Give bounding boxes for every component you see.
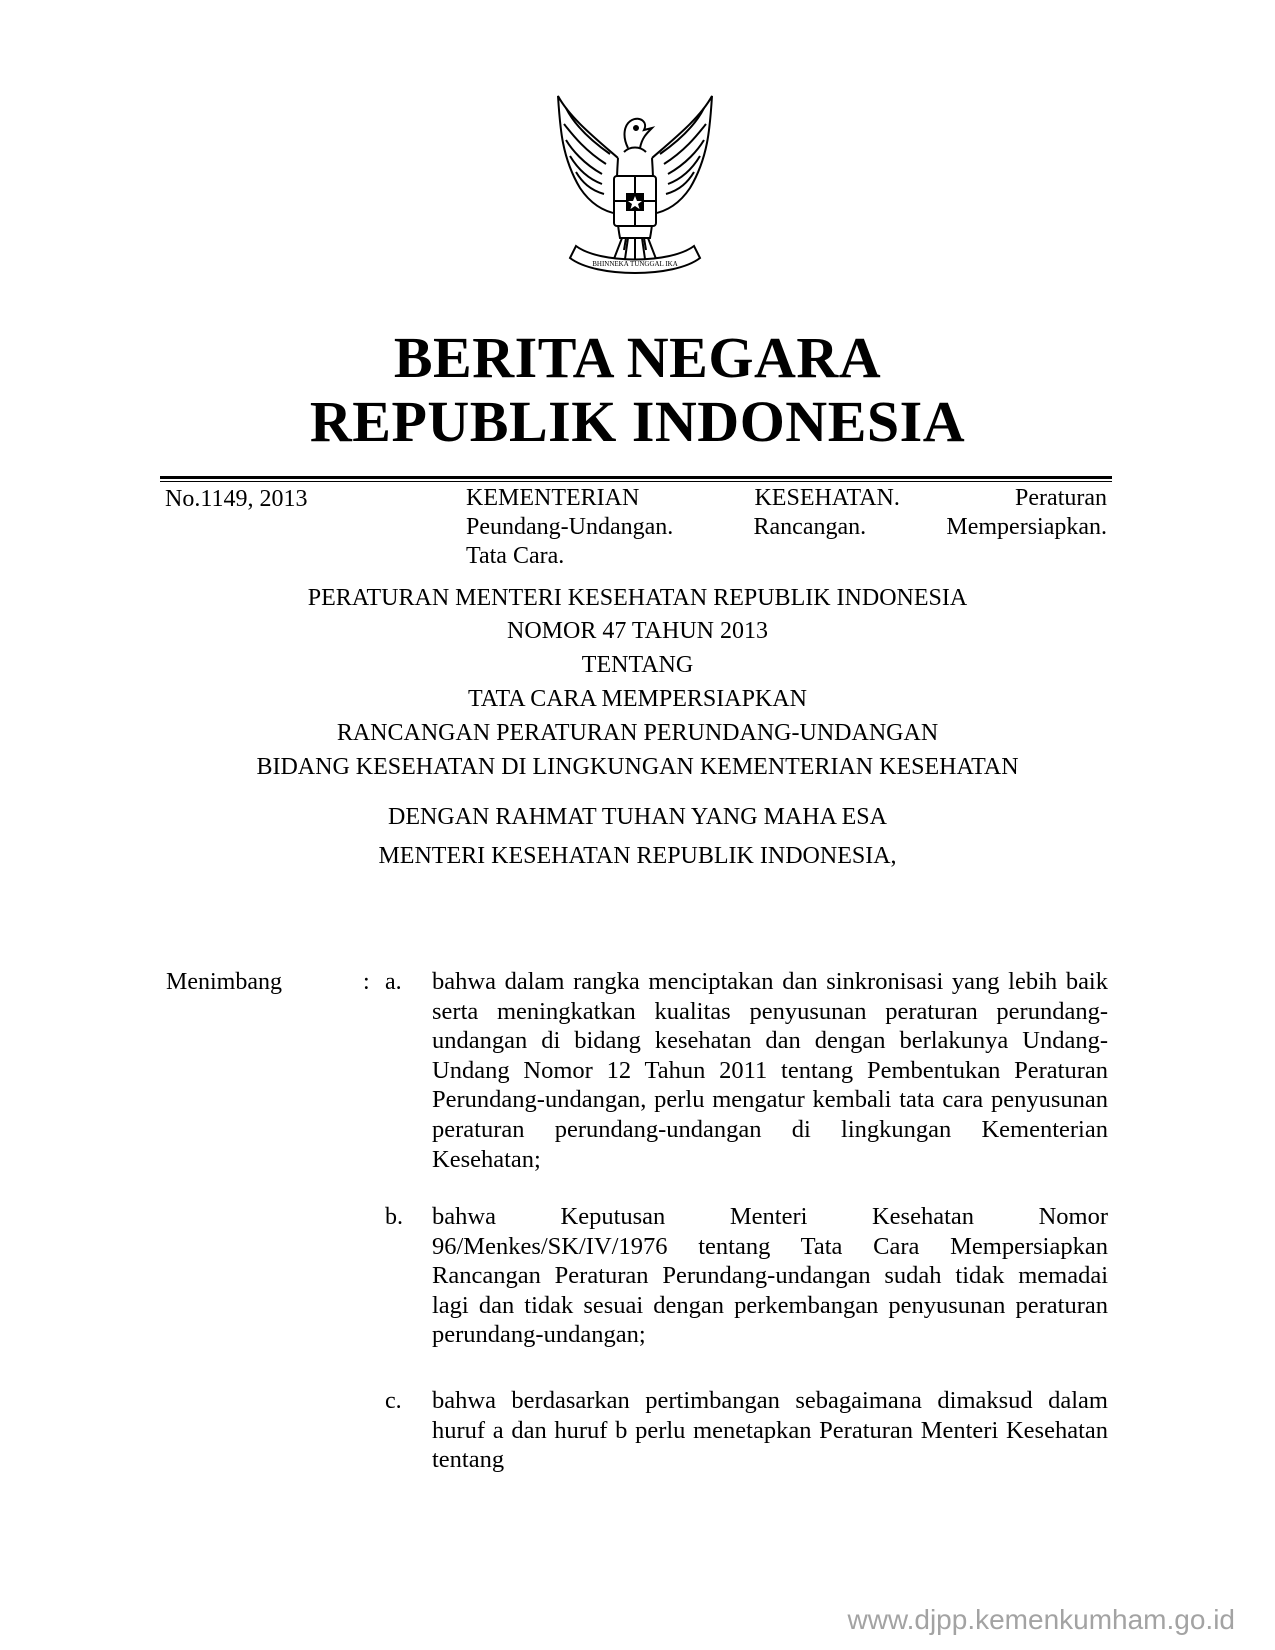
header-rule-thin	[160, 481, 1112, 482]
consideration-text: bahwa dalam rangka menciptakan dan sinkronisasi yang lebih baik serta meningkatkan kualitas penyusunan peraturan perundang-undangan di bidang kesehatan dan dengan berlakunya Undang-Undang Nomor 12 Tahun 2011 tentang Pembentukan Peraturan Perundang-undangan, perlu mengatur kembali tata cara penyusunan peraturan perundang-undangan di lingkungan Kementerian Kesehatan;	[432, 968, 1108, 1173]
issuing-authority: MENTERI KESEHATAN REPUBLIK INDONESIA,	[378, 843, 897, 869]
consideration-letter: b.	[385, 1204, 403, 1230]
considering-label: Menimbang	[166, 969, 282, 995]
consideration-text: bahwa Keputusan Menteri Kesehatan Nomor 96/Menkes/SK/IV/1976 tentang Tata Cara Mempersiapkan Rancangan Peraturan Perundang-undangan sudah tidak memadai lagi dan tidak sesuai dengan perkembangan penyusunan peraturan perundang-undangan;	[432, 1203, 1108, 1349]
regulation-subject-line1: TATA CARA MEMPERSIAPKAN	[468, 686, 807, 712]
header-title-line2: REPUBLIK INDONESIA	[309, 389, 966, 454]
gazette-description-line: KEMENTERIAN KESEHATAN. Peraturan	[466, 485, 1107, 511]
regulation-subject-line3: BIDANG KESEHATAN DI LINGKUNGAN KEMENTERIAN KESEHATAN	[256, 754, 1019, 780]
considering-colon: :	[363, 969, 370, 995]
svg-text:BHINNEKA TUNGGAL IKA: BHINNEKA TUNGGAL IKA	[592, 260, 678, 268]
regulation-number: NOMOR 47 TAHUN 2013	[507, 618, 768, 644]
consideration-letter: c.	[385, 1388, 402, 1414]
source-watermark: www.djpp.kemenkumham.go.id	[847, 1604, 1235, 1635]
garuda-emblem	[540, 88, 730, 286]
gazette-description-line: Peundang-Undangan. Rancangan. Mempersiapkan.	[466, 514, 1107, 540]
gazette-number: No.1149, 2013	[165, 486, 308, 512]
consideration-letter: a.	[385, 969, 402, 995]
regulation-subject-line2: RANCANGAN PERATURAN PERUNDANG-UNDANGAN	[336, 720, 939, 746]
opening-phrase: DENGAN RAHMAT TUHAN YANG MAHA ESA	[388, 804, 887, 830]
regulation-title: PERATURAN MENTERI KESEHATAN REPUBLIK INDONESIA	[307, 585, 968, 611]
header-rule-thick	[160, 476, 1112, 479]
gazette-description	[466, 484, 1107, 571]
gazette-description-line: Tata Cara.	[466, 543, 565, 569]
regulation-about: TENTANG	[581, 652, 694, 678]
garuda-pancasila-icon	[540, 88, 730, 286]
consideration-text: bahwa berdasarkan pertimbangan sebagaimana dimaksud dalam huruf a dan huruf b perlu menetapkan Peraturan Menteri Kesehatan tentang	[432, 1387, 1108, 1474]
header-title-line1: BERITA NEGARA	[393, 325, 882, 390]
